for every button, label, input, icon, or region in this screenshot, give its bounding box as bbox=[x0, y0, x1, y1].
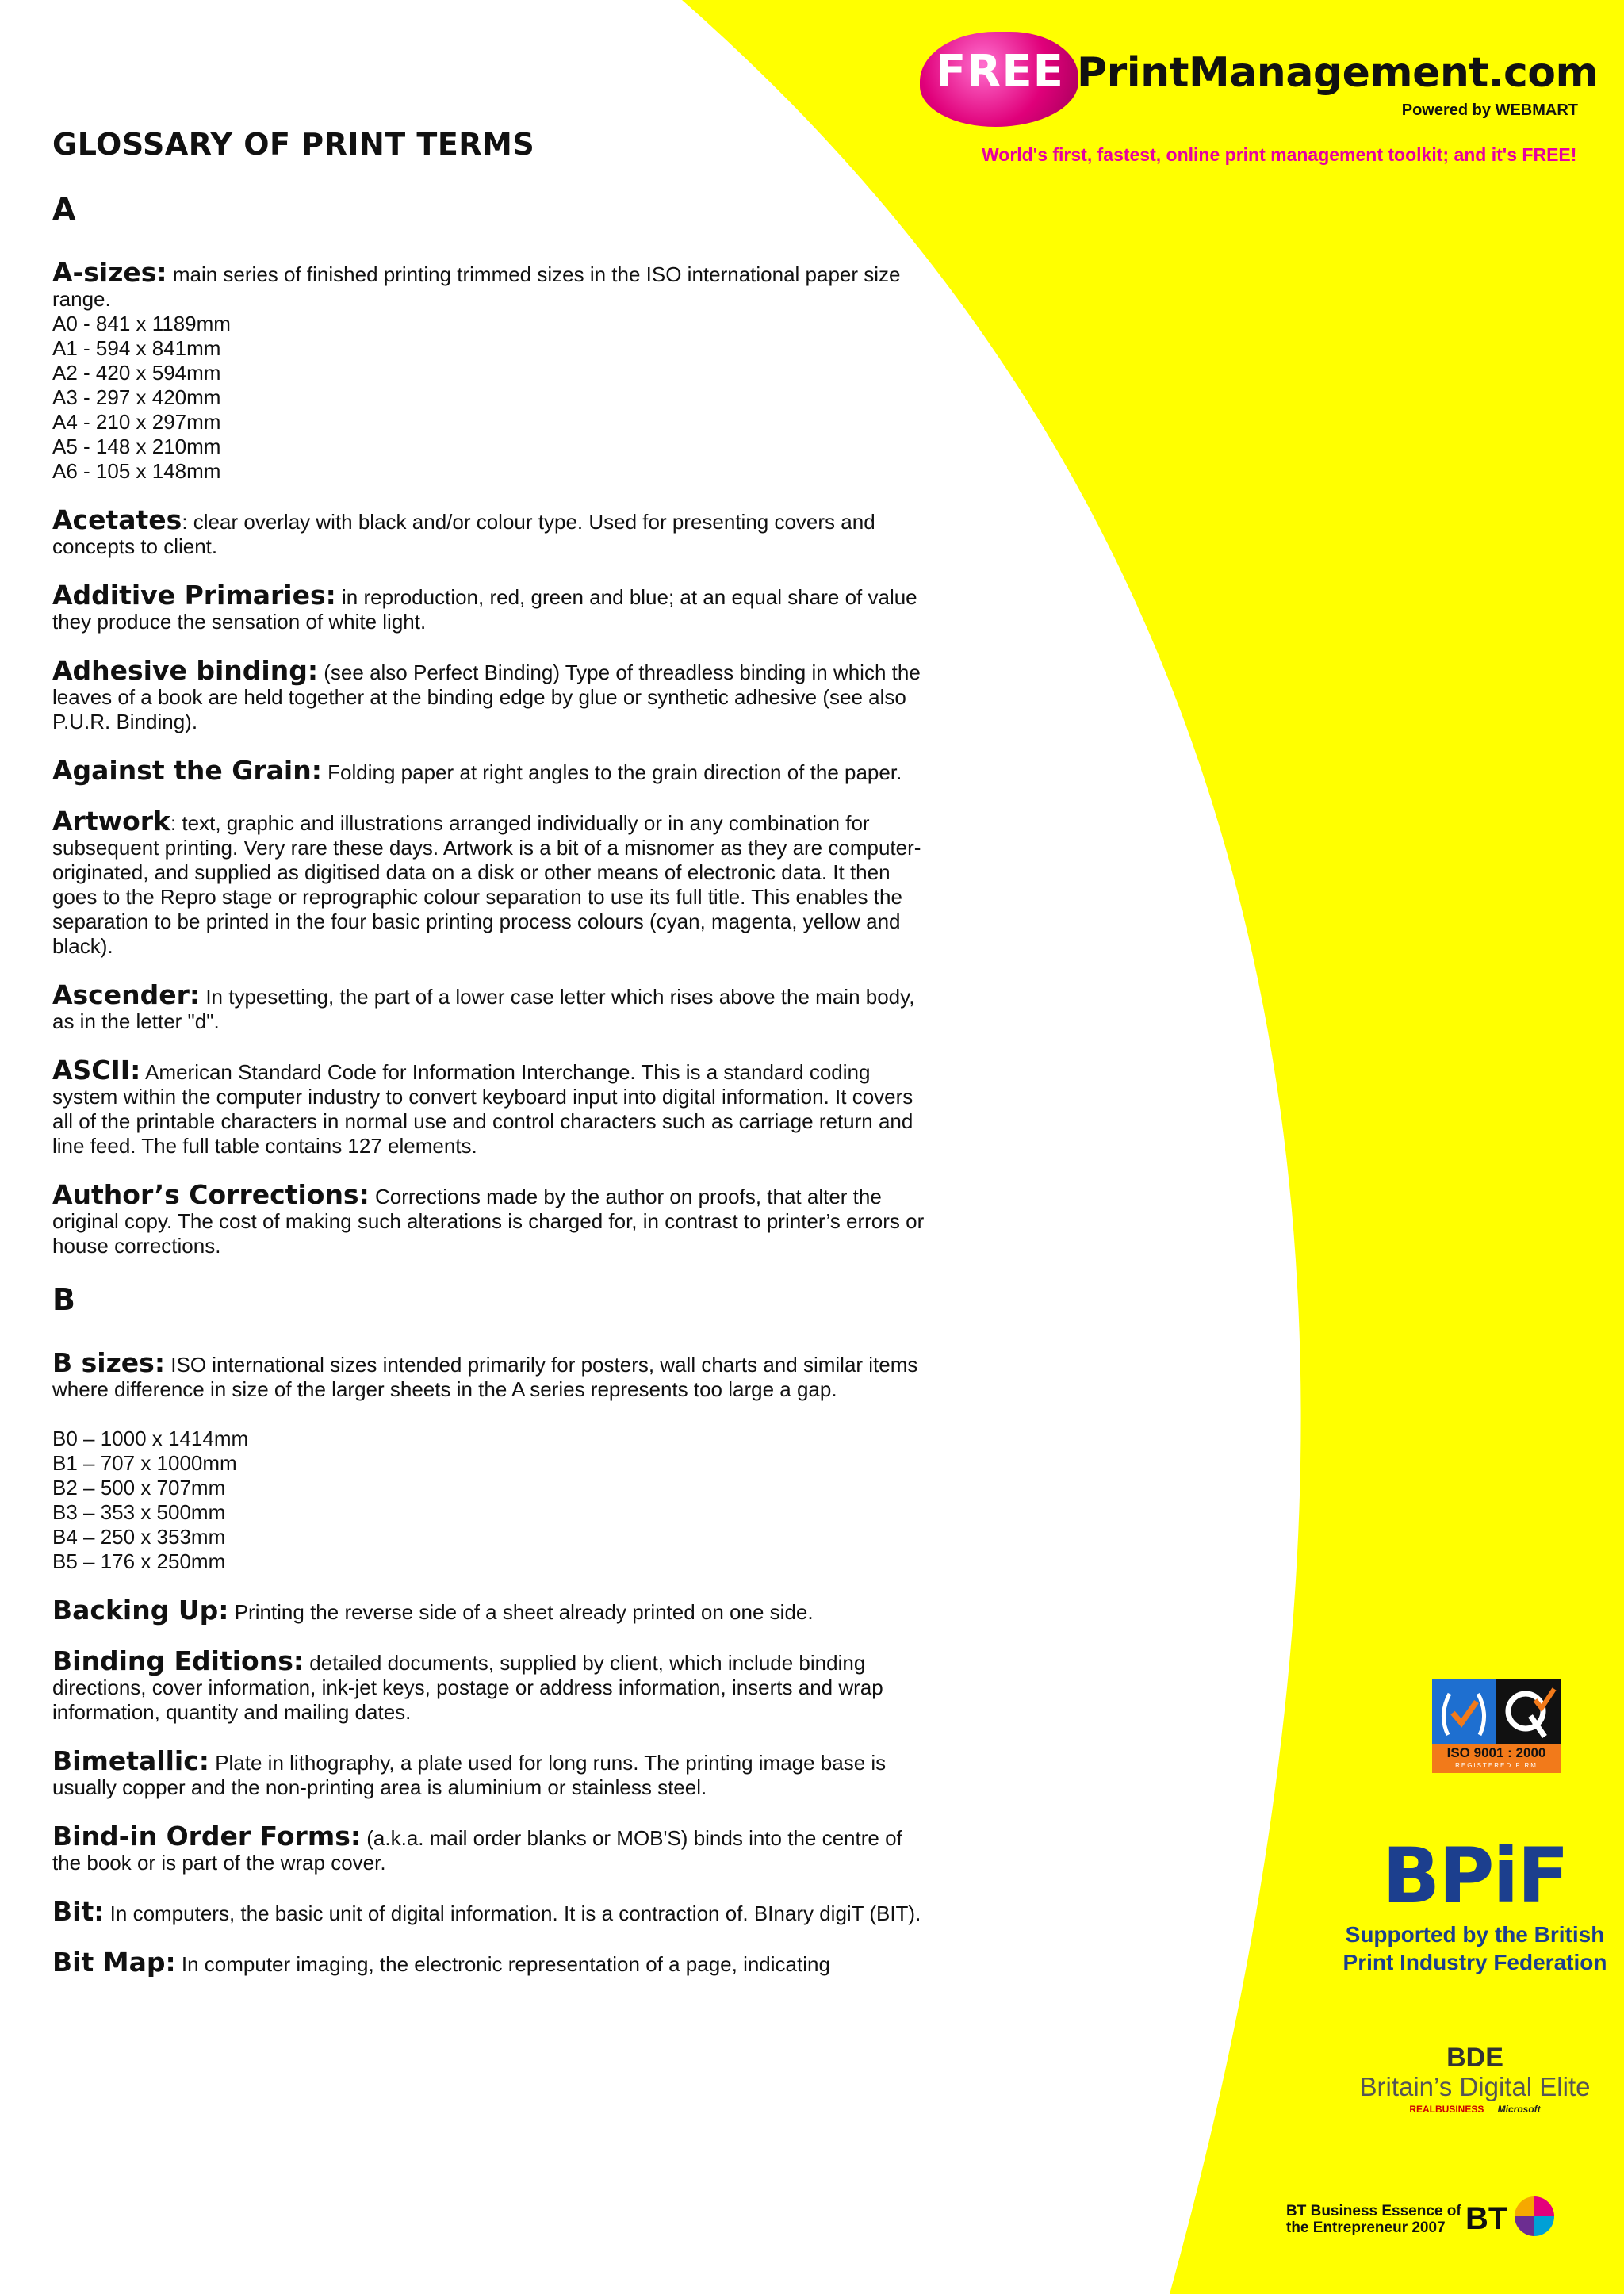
glossary-definition: (a.k.a. mail order blanks or MOB'S) binds into the centre of the book or is part of the wrap cover. bbox=[52, 1826, 902, 1875]
bt-award-line1: BT Business Essence of bbox=[1286, 2203, 1461, 2219]
glossary-definition: In typesetting, the part of a lower case letter which rises above the main body, as in the letter "d". bbox=[52, 985, 915, 1033]
glossary-definition: American Standard Code for Information Interchange. This is a standard coding system within the computer industry to convert keyboard input into digital information. It covers all of the printable characters in normal use and control characters such as carriage return and line feed. The full table contains 127 elements. bbox=[52, 1060, 914, 1158]
glossary-definition: ISO international sizes intended primarily for posters, wall charts and similar items where difference in size of the larger sheets in the A series represents too large a gap. bbox=[52, 1353, 918, 1401]
glossary-entry bbox=[52, 1645, 925, 1725]
size-list-item: A4 - 210 x 297mm bbox=[52, 410, 221, 434]
size-list-item: A6 - 105 x 148mm bbox=[52, 459, 221, 483]
glossary-entry bbox=[52, 1055, 925, 1158]
bt-award-badge bbox=[1286, 2196, 1572, 2244]
logo-brand-text: PrintManagement.com bbox=[1077, 49, 1599, 97]
glossary-term: Bimetallic: bbox=[52, 1745, 209, 1776]
quality-check-icon bbox=[1496, 1679, 1561, 1744]
bde-sponsor-realbusiness: REALBUSINESS bbox=[1409, 2104, 1484, 2115]
glossary-entry bbox=[52, 806, 925, 959]
glossary-term: Author’s Corrections: bbox=[52, 1179, 370, 1210]
bt-logo: BT bbox=[1465, 2201, 1508, 2236]
iso-label-text: ISO 9001 : 2000 bbox=[1446, 1745, 1546, 1760]
glossary-document bbox=[52, 127, 925, 2001]
glossary-sections bbox=[52, 192, 925, 1977]
glossary-term: Acetates bbox=[52, 504, 182, 535]
bde-sponsor-microsoft: Microsoft bbox=[1497, 2104, 1541, 2115]
glossary-definition: : clear overlay with black and/or colour type. Used for presenting covers and concepts to client. bbox=[52, 510, 875, 558]
iso-9001-badge bbox=[1432, 1679, 1561, 1773]
iso-label bbox=[1432, 1744, 1561, 1773]
size-list-item: B3 – 353 x 500mm bbox=[52, 1500, 226, 1524]
bpif-badge bbox=[1340, 1832, 1610, 1976]
logo-powered-by: Powered by WEBMART bbox=[1401, 101, 1578, 119]
glossary-term: Bit Map: bbox=[52, 1947, 176, 1978]
glossary-entry bbox=[52, 979, 925, 1034]
bde-sponsors bbox=[1340, 2103, 1610, 2116]
glossary-entry bbox=[52, 257, 925, 484]
section-letter-b: B bbox=[52, 1282, 75, 1317]
glossary-term: Bit: bbox=[52, 1896, 105, 1927]
glossary-definition: Folding paper at right angles to the grain direction of the paper. bbox=[321, 760, 902, 784]
glossary-definition: In computers, the basic unit of digital information. It is a contraction of. BInary digiT (BIT). bbox=[104, 1901, 921, 1925]
glossary-entry bbox=[52, 580, 925, 634]
glossary-term: Additive Primaries: bbox=[52, 580, 336, 611]
glossary-term: ASCII: bbox=[52, 1055, 141, 1086]
glossary-term: Ascender: bbox=[52, 979, 201, 1010]
glossary-entry bbox=[52, 1947, 925, 1978]
freeprintmanagement-logo[interactable] bbox=[920, 24, 1602, 174]
size-list-item: B5 – 176 x 250mm bbox=[52, 1549, 226, 1573]
glossary-term: Binding Editions: bbox=[52, 1645, 304, 1676]
glossary-entry bbox=[52, 1595, 925, 1626]
size-list-item: A5 - 148 x 210mm bbox=[52, 435, 221, 458]
glossary-term: Against the Grain: bbox=[52, 755, 322, 786]
size-list-item: B0 – 1000 x 1414mm bbox=[52, 1427, 249, 1450]
glossary-definition: : text, graphic and illustrations arranged individually or in any combination for subsequent printing. Very rare these days. Artwork is a bit of a misnomer as they are computer-originated, and supplied as digitised data on a disk or other means of electronic data. It then goes to the Repro stage or reprographic colour separation to use its full title. This enables the separation to be printed in the four basic printing process colours (cyan, magenta, yellow and black). bbox=[52, 811, 921, 958]
glossary-definition: (see also Perfect Binding) Type of threadless binding in which the leaves of a book are held together at the binding edge by glue or synthetic adhesive (see also P.U.R. Binding). bbox=[52, 661, 921, 733]
bpif-logo: BPiF bbox=[1381, 1832, 1568, 1921]
glossary-term: B sizes: bbox=[52, 1347, 166, 1378]
spacer bbox=[52, 1402, 925, 1427]
bt-award-line2: the Entrepreneur 2007 bbox=[1286, 2219, 1446, 2236]
glossary-definition: Printing the reverse side of a sheet already printed on one side. bbox=[228, 1600, 814, 1624]
glossary-term: Artwork bbox=[52, 806, 170, 837]
britains-digital-elite-badge bbox=[1340, 2044, 1610, 2116]
glossary-definition: in reproduction, red, green and blue; at an equal share of value they produce the sensation of white light. bbox=[52, 585, 917, 634]
size-list-item: A3 - 297 x 420mm bbox=[52, 385, 221, 409]
logo-free-text: FREE bbox=[936, 46, 1064, 98]
bt-globe-icon bbox=[1515, 2196, 1554, 2236]
glossary-entry bbox=[52, 1896, 925, 1927]
bde-text: Britain’s Digital Elite bbox=[1359, 2072, 1591, 2101]
glossary-entry bbox=[52, 1347, 925, 1574]
size-list-item: B4 – 250 x 353mm bbox=[52, 1525, 226, 1549]
glossary-definition: detailed documents, supplied by client, which include binding directions, cover information, ink-jet keys, postage or address information, inserts and wrap information, quantity and mailing dates. bbox=[52, 1651, 883, 1724]
glossary-term: Adhesive binding: bbox=[52, 655, 319, 686]
glossary-definition: Plate in lithography, a plate used for long runs. The printing image base is usually copper and the non-printing area is aluminium or stainless steel. bbox=[52, 1751, 887, 1799]
iso-laurel-icon bbox=[1432, 1679, 1496, 1744]
page-title: GLOSSARY OF PRINT TERMS bbox=[52, 127, 535, 162]
glossary-entry bbox=[52, 655, 925, 734]
glossary-definition: main series of finished printing trimmed sizes in the ISO international paper size range. bbox=[52, 262, 901, 311]
size-list-item: B2 – 500 x 707mm bbox=[52, 1476, 226, 1499]
size-list-item: B1 – 707 x 1000mm bbox=[52, 1451, 237, 1475]
glossary-entry bbox=[52, 504, 925, 559]
size-list-item: A1 - 594 x 841mm bbox=[52, 336, 221, 360]
glossary-term: Bind-in Order Forms: bbox=[52, 1821, 362, 1852]
glossary-term: Backing Up: bbox=[52, 1595, 229, 1626]
bpif-support-text bbox=[1340, 1921, 1610, 1976]
iso-sublabel: REGISTERED FIRM bbox=[1455, 1762, 1538, 1769]
bt-award-text bbox=[1286, 2203, 1461, 2236]
glossary-entry bbox=[52, 755, 925, 786]
glossary-entry bbox=[52, 1179, 925, 1258]
glossary-term: A-sizes: bbox=[52, 257, 167, 288]
glossary-entry bbox=[52, 1745, 925, 1800]
size-list-item: A2 - 420 x 594mm bbox=[52, 361, 221, 385]
glossary-entry bbox=[52, 1821, 925, 1875]
section-letter-a: A bbox=[52, 192, 76, 227]
size-list-item: A0 - 841 x 1189mm bbox=[52, 312, 231, 335]
glossary-definition: In computer imaging, the electronic representation of a page, indicating bbox=[175, 1952, 830, 1976]
bde-mark: BDE bbox=[1446, 2043, 1503, 2073]
glossary-definition: Corrections made by the author on proofs, that alter the original copy. The cost of making such alterations is charged for, in contrast to printer’s errors or house corrections. bbox=[52, 1185, 925, 1258]
bpif-support-line2: Print Industry Federation bbox=[1342, 1950, 1607, 1974]
bpif-support-line1: Supported by the British bbox=[1345, 1922, 1605, 1947]
logo-tagline: World's first, fastest, online print management toolkit; and it's FREE! bbox=[982, 144, 1577, 165]
